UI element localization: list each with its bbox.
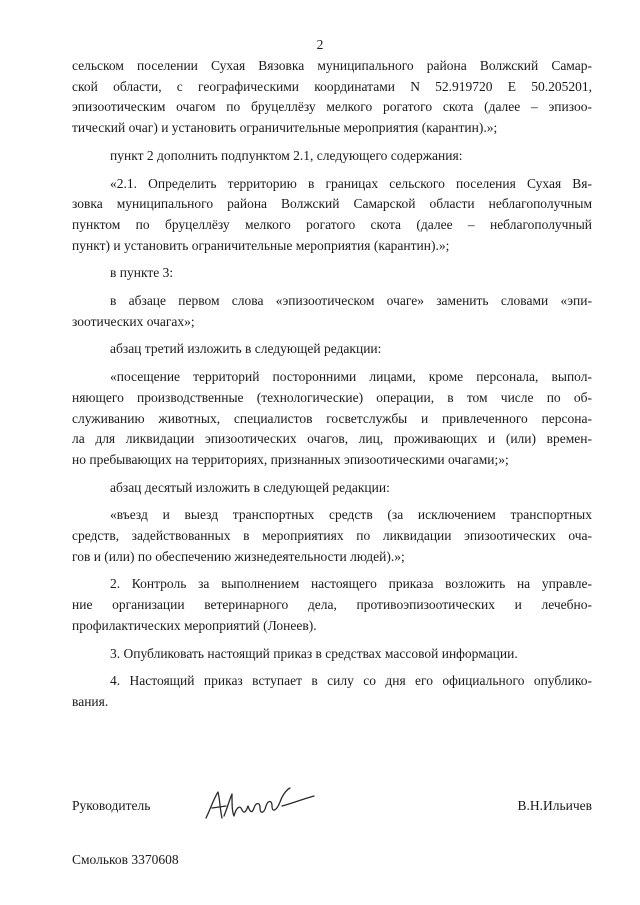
body-line: эпизоотическим очагом по бруцеллёзу мелкого рогатого скота (далее – эпизоо- [72,99,592,115]
body-line: ние организации ветеринарного дела, противоэпизоотических и лечебно- [72,597,592,613]
body-line: «посещение территорий посторонними лицами, кроме персонала, выпол- [110,369,592,385]
body-line: «2.1. Определить территорию в границах сельского поселения Сухая Вя- [110,175,592,191]
body-line: ла для ликвидации эпизоотических очагов, лиц, проживающих и (или) времен- [72,431,592,447]
document-body [72,56,592,713]
body-line: в пункте 3: [110,265,174,281]
body-line: служиванию животных, специалистов госветслужбы и привлеченного персона- [72,410,592,426]
body-line: 2. Контроль за выполнением настоящего приказа возложить на управле- [110,576,592,592]
body-line: «въезд и выезд транспортных средств (за исключением транспортных [110,507,592,523]
body-line: но пребывающих на территориях, признанных эпизоотическими очагами;»; [72,451,509,467]
executor-contact: Смольков 3370608 [72,852,179,867]
page-number: 2 [316,37,324,52]
body-line: вания. [72,693,109,709]
signature-block [72,792,592,832]
body-line: 4. Настоящий приказ вступает в силу со дня его официального опублико- [110,673,592,689]
body-line: зовка муниципального района Волжский Самарской области неблагополучным [72,196,592,212]
body-line: ской области, с географическими координатами N 52.919720 E 50.205201, [72,78,592,94]
body-line: гов и (или) по обеспечению жизнедеятельности людей).»; [72,548,405,564]
body-line: сельском поселении Сухая Вязовка муниципального района Волжский Самар- [72,58,592,73]
body-line: пункт) и установить ограничительные мероприятия (карантин).»; [72,237,450,253]
body-line: зоотических очагах»; [72,313,195,329]
body-line: профилактических мероприятий (Лонеев). [72,617,317,633]
body-line: 3. Опубликовать настоящий приказ в средствах массовой информации. [110,645,518,661]
body-line: абзац третий изложить в следующей редакции: [110,341,382,357]
body-line: средств, задействованных в мероприятиях по ликвидации эпизоотических оча- [72,528,592,544]
body-line: в абзаце первом слова «эпизоотическом очаге» заменить словами «эпи- [110,293,592,309]
body-line: пункт 2 дополнить подпунктом 2.1, следующего содержания: [110,147,463,163]
handwritten-signature [200,784,320,828]
body-line: няющего производственные (технологические) операции, в том числе по об- [72,389,592,405]
body-line: пунктом по бруцеллёзу мелкого рогатого скота (далее – неблагополучный [72,216,592,232]
body-line: тический очаг) и установить ограничительные мероприятия (карантин).»; [72,120,498,136]
body-line: абзац десятый изложить в следующей редакции: [110,479,390,495]
signer-name: В.Н.Ильичев [517,798,592,813]
signer-title: Руководитель [72,798,151,813]
